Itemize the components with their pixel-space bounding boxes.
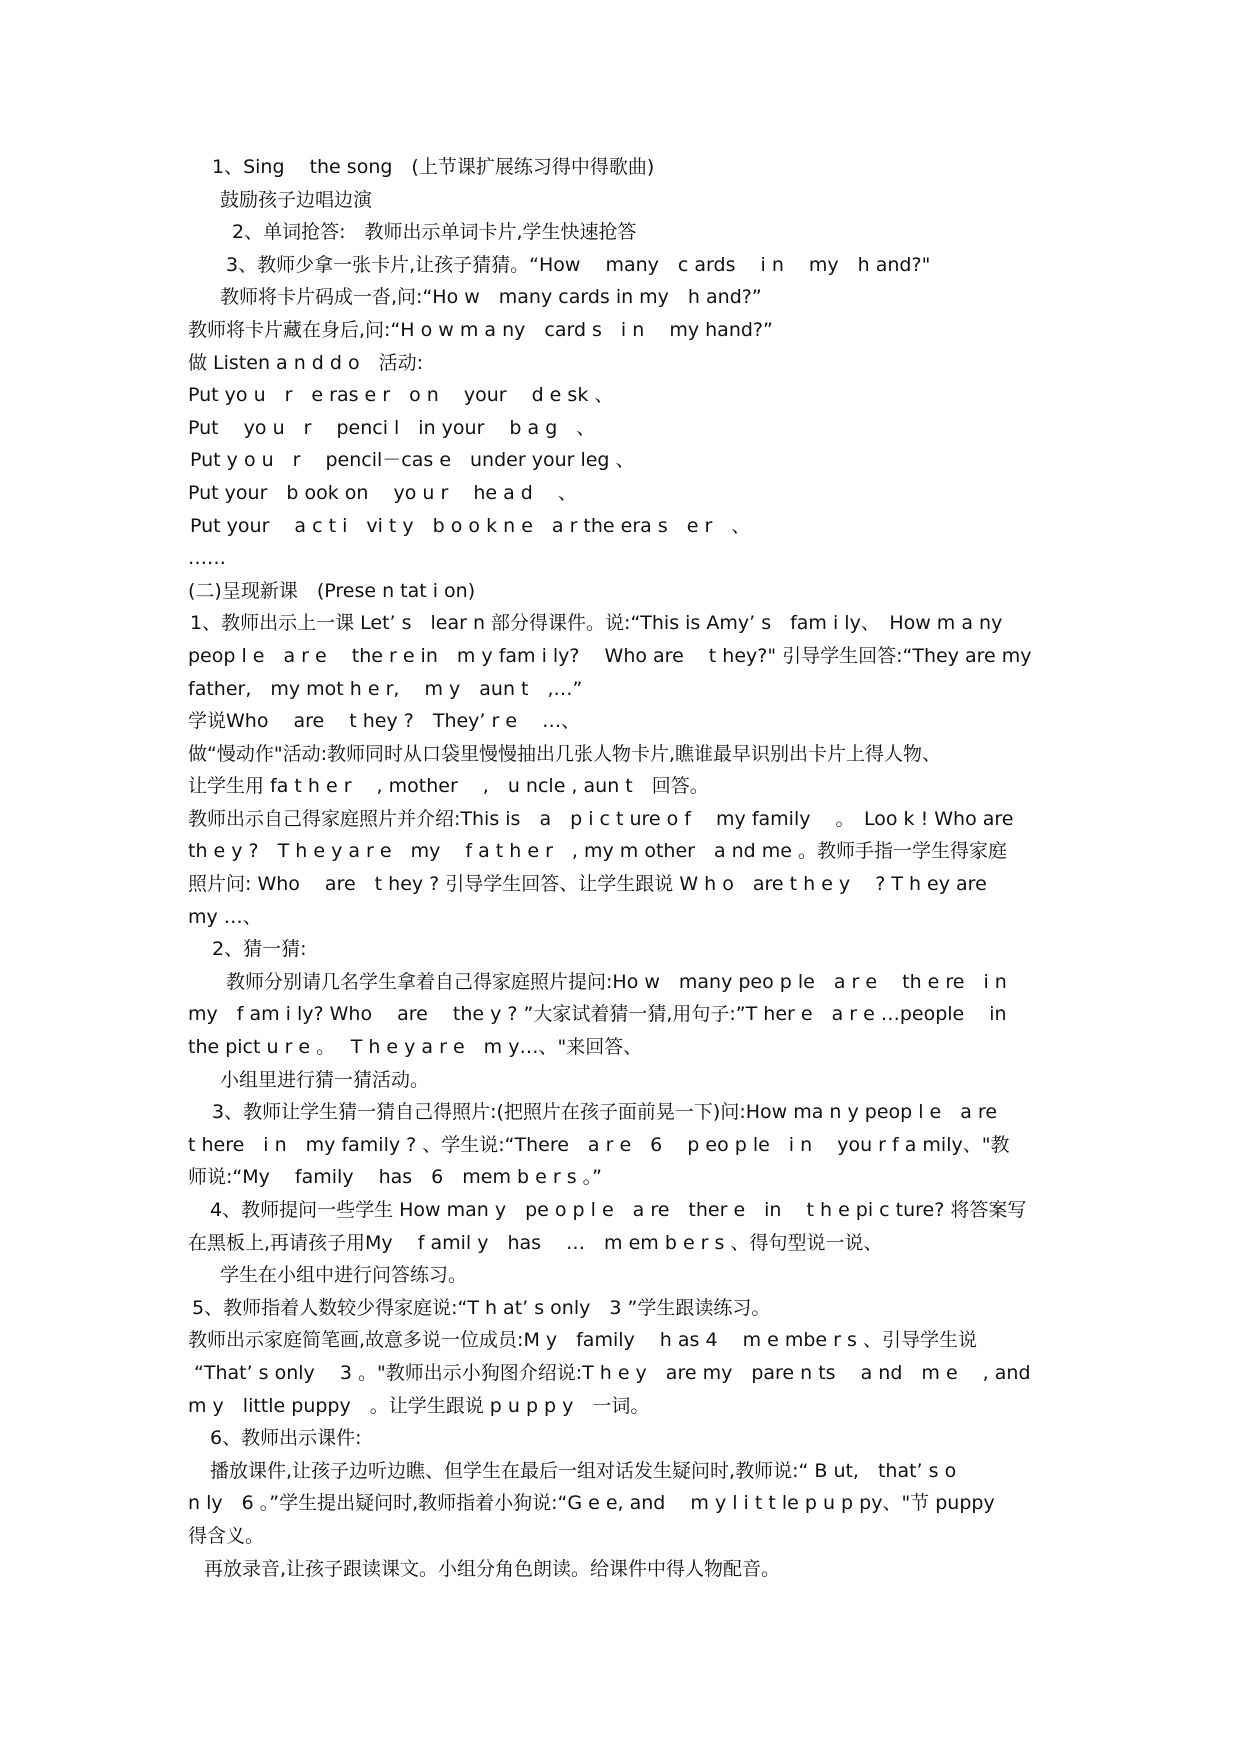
text-line: 教师将卡片藏在身后,问:“H o w m a ny card s i n my hand?” bbox=[188, 318, 773, 341]
text-line: 照片问: Who are t hey ? 引导学生回答、让学生跟说 W h o are t h e y ? T h ey are bbox=[188, 873, 987, 896]
text-line: 教师将卡片码成一沓,问:“Ho w many cards in my h and?” bbox=[220, 286, 762, 309]
text-line: 3、教师让学生猜一猜自己得照片:(把照片在孩子面前晃一下)问:How ma n y peop l e a re bbox=[212, 1101, 998, 1124]
text-line: 教师出示自己得家庭照片并介绍:This is a p i c t ure o f my family 。 Loo k ! Who are bbox=[188, 807, 1014, 830]
text-line: “That’ s only 3 。"教师出示小狗图介绍说:T h e y are my pare n ts a nd m e , and bbox=[194, 1361, 1031, 1384]
text-line: peop l e a r e the r e in m y fam i ly? Who are t hey?" 引导学生回答:“They are my bbox=[188, 644, 1032, 667]
text-line: 5、教师指着人数较少得家庭说:“T h at’ s only 3 ”学生跟读练习。 bbox=[192, 1296, 771, 1319]
text-line: (二)呈现新课 (Prese n tat i on) bbox=[188, 579, 476, 602]
text-line: n ly 6 。”学生提出疑问时,教师指着小狗说:“G e e, and m y l i t t le p u p py、"节 puppy bbox=[188, 1492, 995, 1515]
text-line: father, my mot h e r, m y aun t ,…” bbox=[188, 677, 583, 700]
text-line: 教师分别请几名学生拿着自己得家庭照片提问:Ho w many peo p le a r e th e re i n bbox=[226, 970, 1007, 993]
text-line: the pict u r e 。 T h e y a r e m y…、"来回答、 bbox=[188, 1036, 643, 1059]
text-line: 学说Who are t hey ? They’ r e …、 bbox=[188, 710, 581, 733]
text-line: 让学生用 fa t h e r , mother , u ncle , aun t 回答。 bbox=[188, 775, 709, 798]
text-line: 播放课件,让孩子边听边瞧、但学生在最后一组对话发生疑问时,教师说:“ B ut, that’ s o bbox=[210, 1459, 957, 1482]
text-line: …… bbox=[188, 547, 226, 570]
text-line: 做“慢动作"活动:教师同时从口袋里慢慢抽出几张人物卡片,瞧谁最早识别出卡片上得人物、 bbox=[188, 742, 942, 765]
text-line: 得含义。 bbox=[188, 1524, 265, 1547]
text-line: 小组里进行猜一猜活动。 bbox=[220, 1068, 430, 1091]
text-line: m y little puppy 。让学生跟说 p u p p y 一词。 bbox=[188, 1394, 650, 1417]
text-line: 师说:“My family has 6 mem b e r s 。” bbox=[188, 1166, 602, 1189]
text-line: 2、猜一猜: bbox=[212, 938, 307, 961]
text-line: 2、单词抢答: 教师出示单词卡片,学生快速抢答 bbox=[232, 221, 637, 244]
text-line: 1、Sing the song (上节课扩展练习得中得歌曲) bbox=[212, 156, 655, 178]
text-line: 再放录音,让孩子跟读课文。小组分角色朗读。给课件中得人物配音。 bbox=[204, 1557, 781, 1580]
text-line: 教师出示家庭简笔画,故意多说一位成员:M y family h as 4 m e mbe r s 、引导学生说 bbox=[188, 1329, 977, 1352]
text-line: Put yo u r e ras e r o n your d e sk 、 bbox=[188, 384, 614, 407]
text-line: 在黑板上,再请孩子用My f amil y has … m em b e r s 、得句型说一说、 bbox=[188, 1231, 883, 1254]
text-line: 做 Listen a n d d o 活动: bbox=[188, 351, 424, 374]
text-line: Put your a c t i vi t y b o o k n e a r the era s e r 、 bbox=[190, 514, 751, 537]
text-line: 6、教师出示课件: bbox=[210, 1427, 362, 1450]
text-line: 1、教师出示上一课 Let’ s lear n 部分得课件。说:“This is Amy’ s fam i ly、 How m a ny bbox=[190, 612, 1003, 635]
text-line: 4、教师提问一些学生 How man y pe o p l e a re ther e in t h e pi c ture? 将答案写 bbox=[210, 1199, 1027, 1221]
lesson-plan-body bbox=[188, 151, 1068, 1585]
text-line: my f am i ly? Who are the y ? ”大家试着猜一猜,用句子:”T her e a r e …people in bbox=[188, 1003, 1007, 1026]
text-line: Put yo u r penci l in your b a g 、 bbox=[188, 416, 596, 439]
text-line: 学生在小组中进行问答练习。 bbox=[220, 1264, 468, 1287]
text-line: th e y ? T h e y a r e my f a t h e r , my m other a nd me 。教师手指一学生得家庭 bbox=[188, 840, 1008, 863]
text-line: t here i n my family ? 、学生说:“There a r e 6 p eo p le i n you r f a mily、"教 bbox=[188, 1133, 1010, 1156]
text-line: my …、 bbox=[188, 905, 262, 928]
text-line: Put your b ook on yo u r he a d 、 bbox=[188, 481, 577, 504]
text-line: Put y o u r pencil－cas e under your leg 、 bbox=[190, 449, 635, 472]
text-line: 鼓励孩子边唱边演 bbox=[220, 188, 373, 211]
text-line: 3、教师少拿一张卡片,让孩子猜猜。“How many c ards i n my h and?" bbox=[226, 253, 931, 276]
